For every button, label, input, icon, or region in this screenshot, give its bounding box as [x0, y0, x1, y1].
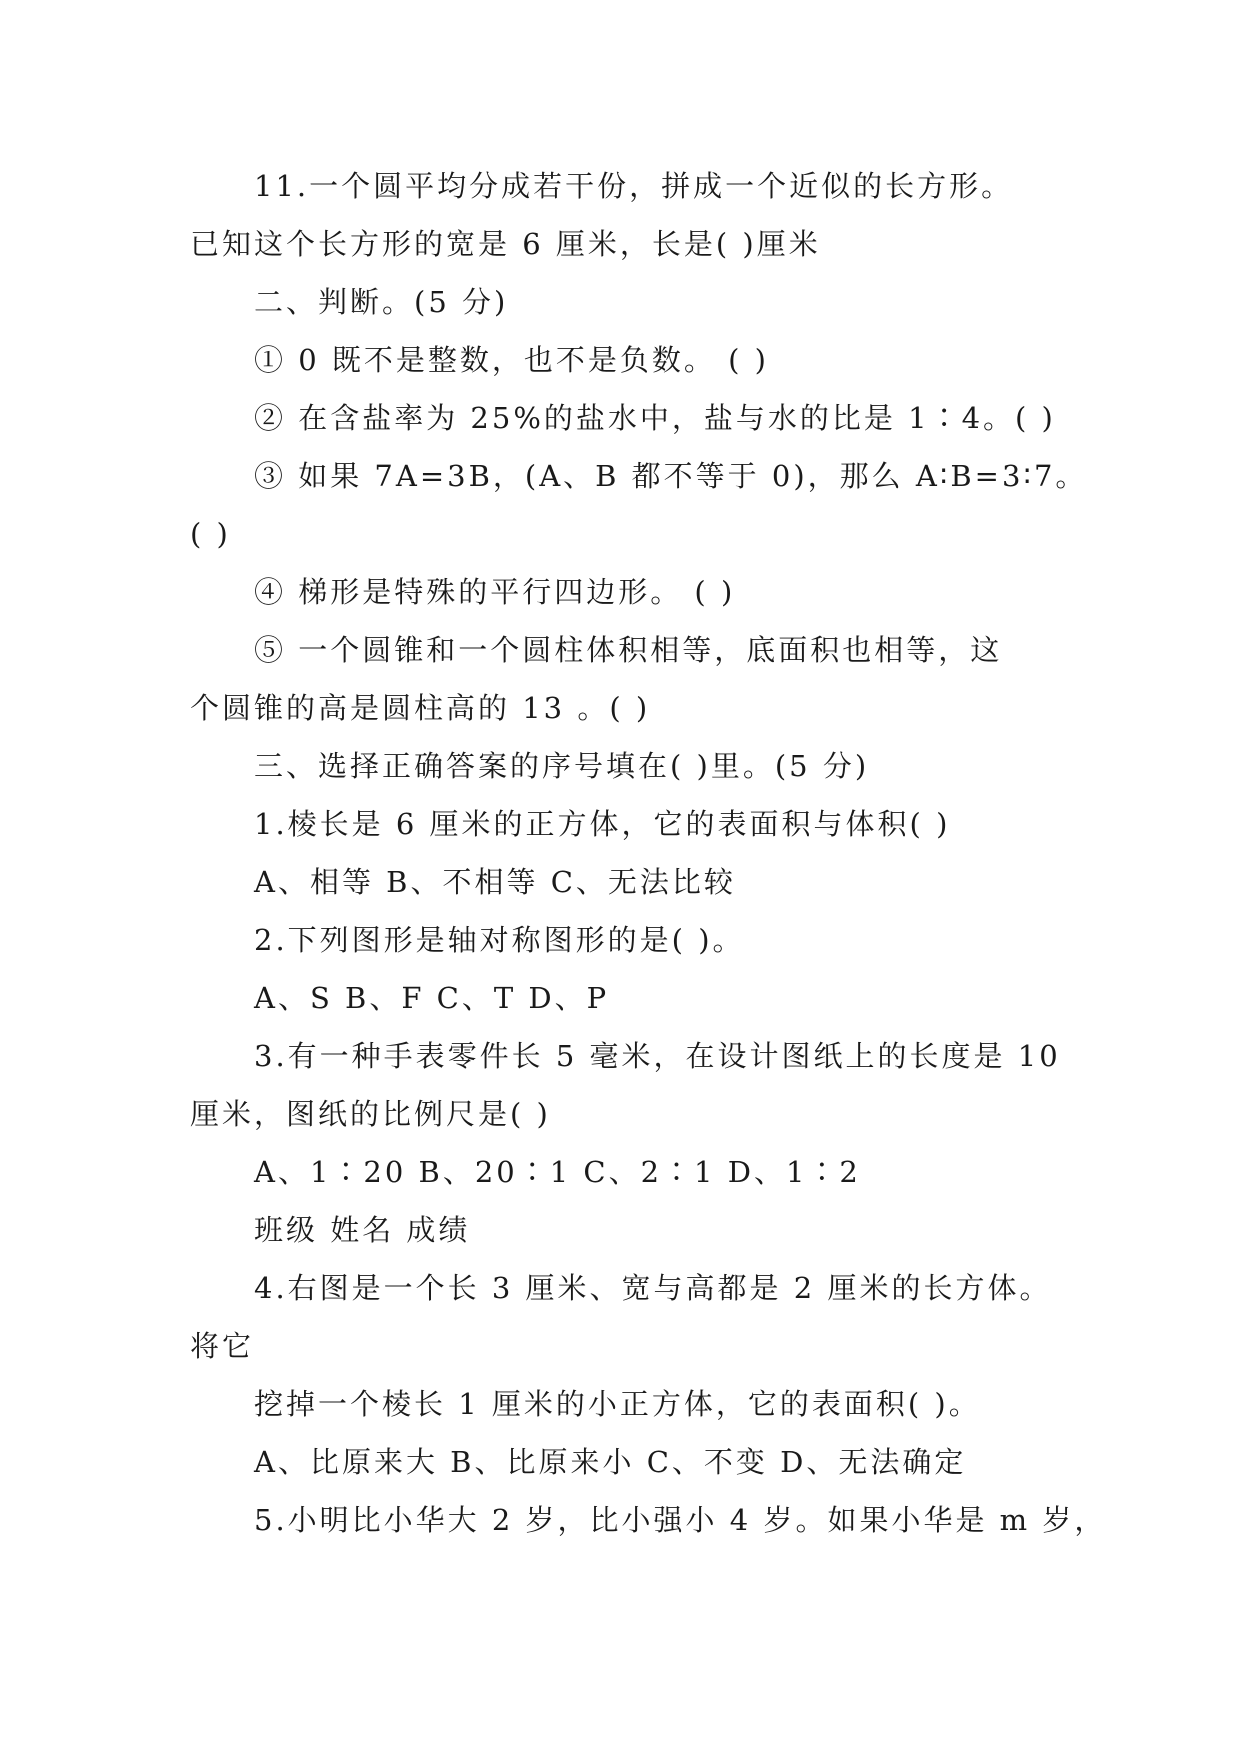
- judgment-item-1: ① 0 既不是整数，也不是负数。 ( ): [254, 343, 769, 377]
- judgment-item-3-line-1: ③ 如果 7A=3B，(A、B 都不等于 0)，那么 A∶B=3∶7。: [254, 459, 1088, 493]
- choice-question-2: 2.下列图形是轴对称图形的是( )。: [254, 923, 745, 957]
- choice-question-2-options: A、S B、F C、T D、P: [254, 981, 610, 1015]
- question-11-line-1: 11.一个圆平均分成若干份，拼成一个近似的长方形。: [254, 169, 1014, 203]
- choice-question-4-line-2: 将它: [190, 1329, 255, 1363]
- choice-question-4-options: A、比原来大 B、比原来小 C、不变 D、无法确定: [254, 1445, 967, 1479]
- section-3-heading: 三、选择正确答案的序号填在( )里。(5 分): [254, 749, 870, 783]
- choice-question-1: 1.棱长是 6 厘米的正方体，它的表面积与体积( ): [254, 807, 951, 841]
- section-2-heading: 二、判断。(5 分): [254, 285, 509, 319]
- judgment-item-2: ② 在含盐率为 25%的盐水中，盐与水的比是 1∶4。( ): [254, 401, 1056, 435]
- judgment-item-5-line-2: 个圆锥的高是圆柱高的 13 。( ): [190, 691, 651, 725]
- judgment-item-5-line-1: ⑤ 一个圆锥和一个圆柱体积相等，底面积也相等，这: [254, 633, 1003, 667]
- choice-question-3-options: A、1∶20 B、20∶1 C、2∶1 D、1∶2: [254, 1155, 861, 1189]
- judgment-item-3-line-2: ( ): [190, 517, 231, 551]
- choice-question-3-line-2: 厘米，图纸的比例尺是( ): [190, 1097, 551, 1131]
- question-11-line-2: 已知这个长方形的宽是 6 厘米，长是( )厘米: [190, 227, 821, 261]
- choice-question-5-line-1: 5.小明比小华大 2 岁，比小强小 4 岁。如果小华是 m 岁，: [254, 1503, 1107, 1537]
- choice-question-3-line-1: 3.有一种手表零件长 5 毫米，在设计图纸上的长度是 10: [254, 1039, 1061, 1073]
- judgment-item-4: ④ 梯形是特殊的平行四边形。 ( ): [254, 575, 736, 609]
- choice-question-4-line-3: 挖掉一个棱长 1 厘米的小正方体，它的表面积( )。: [254, 1387, 981, 1421]
- student-info-line: 班级 姓名 成绩: [254, 1213, 471, 1247]
- choice-question-4-line-1: 4.右图是一个长 3 厘米、宽与高都是 2 厘米的长方体。: [254, 1271, 1052, 1305]
- choice-question-1-options: A、相等 B、不相等 C、无法比较: [254, 865, 736, 899]
